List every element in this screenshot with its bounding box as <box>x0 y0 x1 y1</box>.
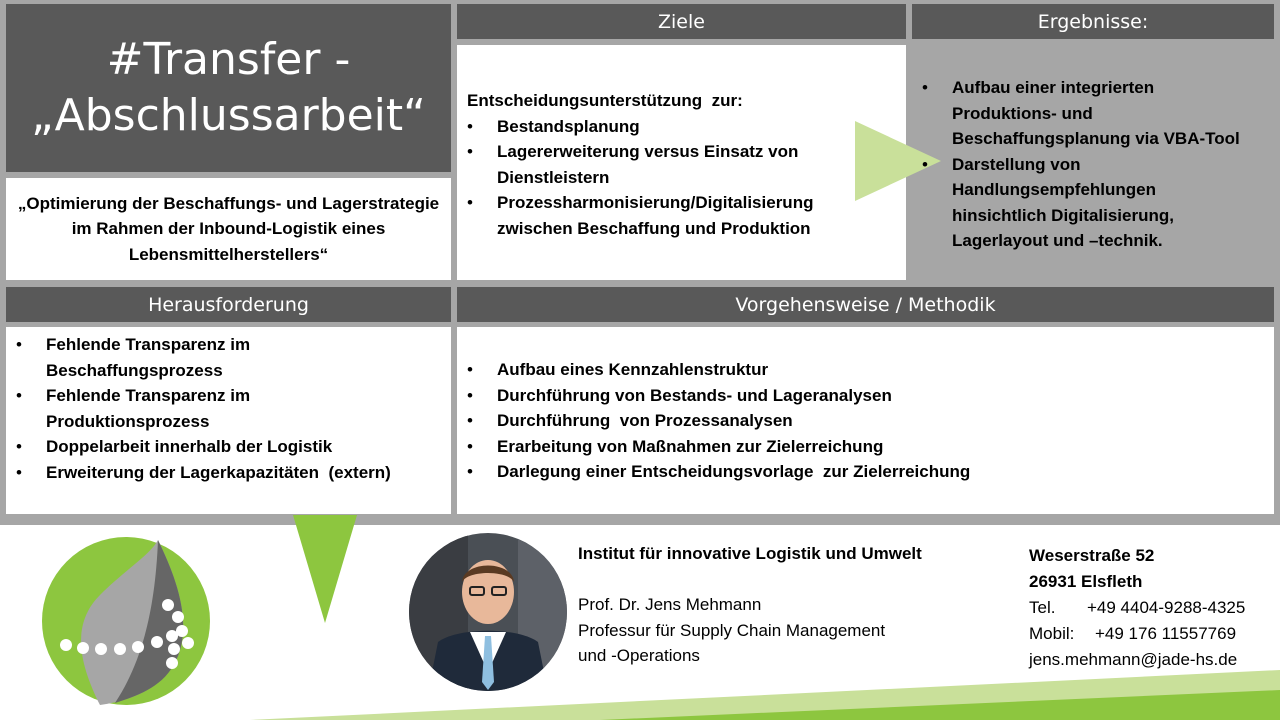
herausforderung-box <box>6 327 451 514</box>
title-line-1: #Transfer - <box>106 34 351 85</box>
arrow-down-icon <box>293 515 359 625</box>
thesis-subtitle <box>6 178 451 280</box>
list-item: • Darstellung von Handlungsempfehlungen hinsichtlich Digitalisierung, Lagerlayout und –technik. <box>922 152 1182 254</box>
vorgehen-header <box>457 287 1274 322</box>
mobil-label: Mobil: <box>1029 624 1075 643</box>
ergebnisse-header <box>912 4 1274 39</box>
list-item: • Doppelarbeit innerhalb der Logistik <box>16 434 436 460</box>
list-item: • Prozessharmonisierung/Digitalisierung zwischen Beschaffung und Produktion <box>467 190 812 241</box>
mobil-number[interactable]: +49 176 11557769 <box>1095 624 1237 643</box>
tel-number[interactable]: +49 4404-9288-4325 <box>1087 598 1246 617</box>
ziele-intro: Entscheidungsunterstützung zur: <box>467 91 743 110</box>
list-item: • Lagererweiterung versus Einsatz von Dienstleistern <box>467 139 812 190</box>
list-item: • Durchführung von Prozessanalysen <box>467 408 1264 434</box>
institute-logo-icon <box>40 535 215 710</box>
list-item: • Aufbau einer integrierten Produktions- und Beschaffungsplanung via VBA-Tool <box>922 75 1262 152</box>
list-item: • Darlegung einer Entscheidungsvorlage zur Zielerreichung <box>467 459 1264 485</box>
address-street: Weserstraße 52 <box>1029 546 1155 565</box>
ziele-header <box>457 4 906 39</box>
professor-role-line-2: und -Operations <box>578 646 700 665</box>
ergebnisse-header-label: Ergebnisse: <box>1037 10 1149 33</box>
list-item: • Bestandsplanung <box>467 114 812 140</box>
list-item: • Durchführung von Bestands- und Lageranalysen <box>467 383 1264 409</box>
professor-role-line-1: Professur für Supply Chain Management <box>578 621 886 640</box>
tel-label: Tel. <box>1029 598 1056 617</box>
title-block <box>6 4 451 172</box>
ziele-list <box>467 114 812 242</box>
list-item: • Erarbeitung von Maßnahmen zur Zielerreichung <box>467 434 1264 460</box>
avatar <box>408 532 568 692</box>
title-line-2: „Abschlussarbeit“ <box>31 90 426 141</box>
herausforderung-header <box>6 287 451 322</box>
ergebnisse-box <box>912 45 1274 280</box>
email-link[interactable]: jens.mehmann@jade-hs.de <box>1029 650 1238 669</box>
vorgehen-header-label: Vorgehensweise / Methodik <box>735 293 996 316</box>
vorgehen-list <box>467 357 1264 485</box>
thesis-subtitle-text: „Optimierung der Beschaffungs- und Lagerstrategie im Rahmen der Inbound-Logistik eines Lebensmittelherstellers“ <box>17 193 440 264</box>
institute-name: Institut für innovative Logistik und Umwelt <box>578 544 922 563</box>
herausforderung-header-label: Herausforderung <box>148 293 309 316</box>
herausforderung-list <box>16 332 436 485</box>
list-item: • Fehlende Transparenz im Produktionsprozess <box>16 383 276 434</box>
professor-name: Prof. Dr. Jens Mehmann <box>578 595 762 614</box>
list-item: • Fehlende Transparenz im Beschaffungsprozess <box>16 332 276 383</box>
ziele-header-label: Ziele <box>658 10 705 33</box>
list-item: • Erweiterung der Lagerkapazitäten (extern) <box>16 460 436 486</box>
list-item: • Aufbau eines Kennzahlenstruktur <box>467 357 1264 383</box>
address-city: 26931 Elsfleth <box>1029 572 1143 591</box>
vorgehen-box <box>457 327 1274 514</box>
ziele-box <box>457 45 906 280</box>
ergebnisse-list <box>922 75 1262 254</box>
